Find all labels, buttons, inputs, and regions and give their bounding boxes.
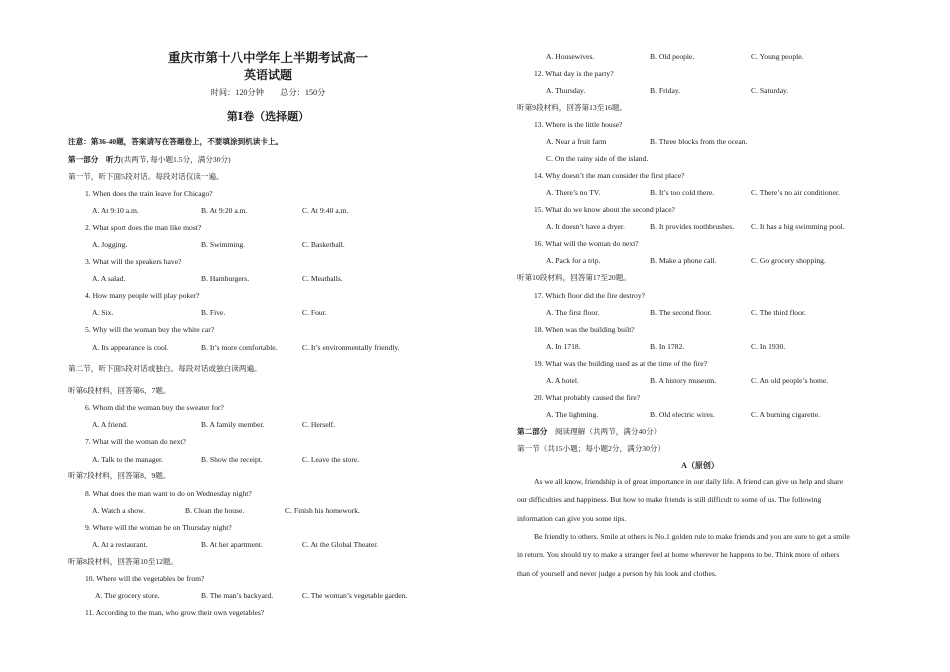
q12-option-b: B. Friday. — [650, 86, 681, 95]
part1-heading — [68, 155, 231, 165]
q11-option-c: C. Young people. — [751, 52, 804, 61]
question-1: 1. When does the train leave for Chicago? — [85, 189, 213, 198]
q6-option-c: C. Herself. — [302, 420, 336, 429]
part2-heading — [517, 427, 661, 437]
subject-title: 英语试题 — [243, 68, 292, 82]
q19-option-a: A. A hotel. — [546, 376, 579, 385]
material-8: 听第8段材料，回答第10至12题。 — [68, 557, 179, 566]
q14-option-c: C. There’s no air conditioner. — [751, 188, 840, 197]
part1-section2: 第二节，听下面5段对话或独白。每段对话或独白读两遍。 — [68, 364, 262, 373]
question-3: 3. What will the speakers have? — [85, 257, 182, 266]
part2-heading-bold: 第二部分 — [517, 427, 548, 436]
q6-option-b: B. A family member. — [201, 420, 265, 429]
q4-option-c: C. Four. — [302, 308, 327, 317]
q13-option-b: B. Three blocks from the ocean. — [650, 137, 748, 146]
question-5: 5. Why will the woman buy the white car? — [85, 325, 215, 334]
q16-option-a: A. Pack for a trip. — [546, 256, 601, 265]
school-title: 重庆市第十八中学年上半期考试高一 — [167, 51, 368, 65]
part1-heading-bold: 第一部分 听力 — [68, 155, 122, 164]
question-17: 17. Which floor did the fire destroy? — [534, 291, 645, 300]
q1-option-b: B. At 9:20 a.m. — [201, 206, 248, 215]
question-13: 13. Where is the little house? — [534, 120, 623, 129]
question-19: 19. What was the building used as at the time of the fire? — [534, 359, 707, 368]
q11-option-a: A. Housewives. — [546, 52, 595, 61]
q13-option-c: C. On the rainy side of the island. — [546, 154, 649, 163]
passage-p1-line-3: information can give you some tips. — [517, 513, 627, 523]
question-8: 8. What does the man want to do on Wednesday night? — [85, 489, 252, 498]
material-9: 听第9段材料，回答第13至16题。 — [517, 103, 628, 112]
q5-option-a: A. Its appearance is cool. — [92, 343, 169, 352]
time-info: 时间：120分钟 总分：150分 — [210, 88, 326, 97]
q2-option-c: C. Basketball. — [302, 240, 345, 249]
q8-option-a: A. Watch a show. — [92, 506, 145, 515]
q4-option-a: A. Six. — [92, 308, 114, 317]
passage-p1-line-2: our difficulties and happiness. But how to make friends is still difficult to some of us. The following — [517, 495, 822, 505]
q5-option-b: B. It’s more comfortable. — [201, 343, 278, 352]
q16-option-b: B. Make a phone call. — [650, 256, 717, 265]
q2-option-a: A. Jogging. — [92, 240, 128, 249]
q20-option-c: C. A burning cigarette. — [751, 410, 820, 419]
passage-p2-line-2: in return. You should try to make a stranger feel at home wherever he happens to be. Think more of others — [517, 550, 840, 560]
q3-option-c: C. Meatballs. — [302, 274, 343, 283]
question-4: 4. How many people will play poker? — [85, 291, 200, 300]
q15-option-a: A. It doesn’t have a dryer. — [546, 222, 625, 231]
q4-option-b: B. Five. — [201, 308, 226, 317]
volume-title: 第Ⅰ卷（选择题） — [226, 111, 310, 123]
q20-option-b: B. Old electric wires. — [650, 410, 715, 419]
passage-p2-line-3: than of yourself and never judge a person by his look and clothes. — [517, 568, 717, 578]
q18-option-a: A. In 1718. — [546, 342, 581, 351]
part1-section1: 第一节，听下面5段对话。每段对话仅读一遍。 — [68, 172, 224, 181]
q15-option-b: B. It provides toothbrushes. — [650, 222, 735, 231]
passage-p1-line-1: As we all know, friendship is of great importance in our daily life. A friend can give us help and share — [534, 477, 844, 486]
q17-option-b: B. The second floor. — [650, 308, 712, 317]
material-6: 听第6段材料，回答第6、7题。 — [68, 386, 171, 395]
q3-option-b: B. Hamburgers. — [201, 274, 250, 283]
q8-option-c: C. Finish his homework. — [285, 506, 360, 515]
q9-option-a: A. At a restaurant. — [92, 540, 148, 549]
q11-option-b: B. Old people. — [650, 52, 695, 61]
q13-option-a: A. Near a fruit farm — [546, 137, 607, 146]
q5-option-c: C. It’s environmentally friendly. — [302, 343, 400, 352]
notice-label: 注意： — [68, 137, 91, 146]
q9-option-c: C. At the Global Theater. — [302, 540, 379, 549]
question-14: 14. Why doesn’t the man consider the first place? — [534, 171, 685, 180]
q7-option-c: C. Leave the store. — [302, 455, 360, 464]
question-2: 2. What sport does the man like most? — [85, 223, 202, 232]
q19-option-b: B. A history museum. — [650, 376, 717, 385]
passage-paragraph-2 — [517, 528, 883, 583]
q10-option-c: C. The woman’s vegetable garden. — [302, 591, 408, 600]
q12-option-c: C. Saturday. — [751, 86, 789, 95]
question-11: 11. According to the man, who grow their own vegetables? — [85, 608, 265, 617]
q10-option-a: A. The grocery store. — [95, 591, 160, 600]
notice-text: 第36-40题，答案请写在答题卷上，不要填涂到机读卡上。 — [90, 137, 284, 146]
q1-option-c: C. At 9:40 a.m. — [302, 206, 349, 215]
question-20: 20. What probably caused the fire? — [534, 393, 641, 402]
q17-option-a: A. The first floor. — [546, 308, 600, 317]
passage-paragraph-1 — [517, 473, 883, 528]
part1-heading-rest: (共两节, 每小题1.5分，满分30分) — [121, 155, 231, 164]
question-16: 16. What will the woman do next? — [534, 239, 639, 248]
q7-option-b: B. Show the receipt. — [201, 455, 263, 464]
question-10: 10. Where will the vegetables be from? — [85, 574, 205, 583]
q14-option-b: B. It’s too cold there. — [650, 188, 715, 197]
q15-option-c: C. It has a big swimming pool. — [751, 222, 845, 231]
q6-option-a: A. A friend. — [92, 420, 128, 429]
q20-option-a: A. The lightning. — [546, 410, 599, 419]
q9-option-b: B. At her apartment. — [201, 540, 263, 549]
q1-option-a: A. At 9:10 a.m. — [92, 206, 139, 215]
q16-option-c: C. Go grocery shopping. — [751, 256, 826, 265]
q10-option-b: B. The man’s backyard. — [201, 591, 274, 600]
question-12: 12. What day is the party? — [534, 69, 614, 78]
q12-option-a: A. Thursday. — [546, 86, 586, 95]
q3-option-a: A. A salad. — [92, 274, 126, 283]
question-18: 18. When was the building built? — [534, 325, 635, 334]
q14-option-a: A. There’s no TV. — [546, 188, 601, 197]
part2-heading-rest: 阅读理解（共两节，满分40分） — [554, 427, 662, 436]
passage-title: A（原创） — [681, 461, 719, 470]
q7-option-a: A. Talk to the manager. — [92, 455, 164, 464]
q18-option-c: C. In 1930. — [751, 342, 786, 351]
material-7: 听第7段材料，回答第8、9题。 — [68, 471, 171, 480]
q17-option-c: C. The third floor. — [751, 308, 806, 317]
question-6: 6. Whom did the woman buy the sweater for? — [85, 403, 224, 412]
q2-option-b: B. Swimming. — [201, 240, 246, 249]
question-9: 9. Where will the woman be on Thursday night? — [85, 523, 232, 532]
q19-option-c: C. An old people’s home. — [751, 376, 829, 385]
notice — [68, 137, 283, 147]
q8-option-b: B. Clean the house. — [185, 506, 245, 515]
question-7: 7. What will the woman do next? — [85, 437, 186, 446]
material-10: 听第10段材料，回答第17至20题。 — [517, 273, 631, 282]
question-15: 15. What do we know about the second place? — [534, 205, 675, 214]
part2-section1: 第一节（共15小题；每小题2分，满分30分） — [517, 444, 666, 453]
passage-p2-line-1: Be friendly to others. Smile at others is No.1 golden rule to make friends and you are sure to get a smile — [534, 532, 850, 541]
q18-option-b: B. In 1782. — [650, 342, 685, 351]
